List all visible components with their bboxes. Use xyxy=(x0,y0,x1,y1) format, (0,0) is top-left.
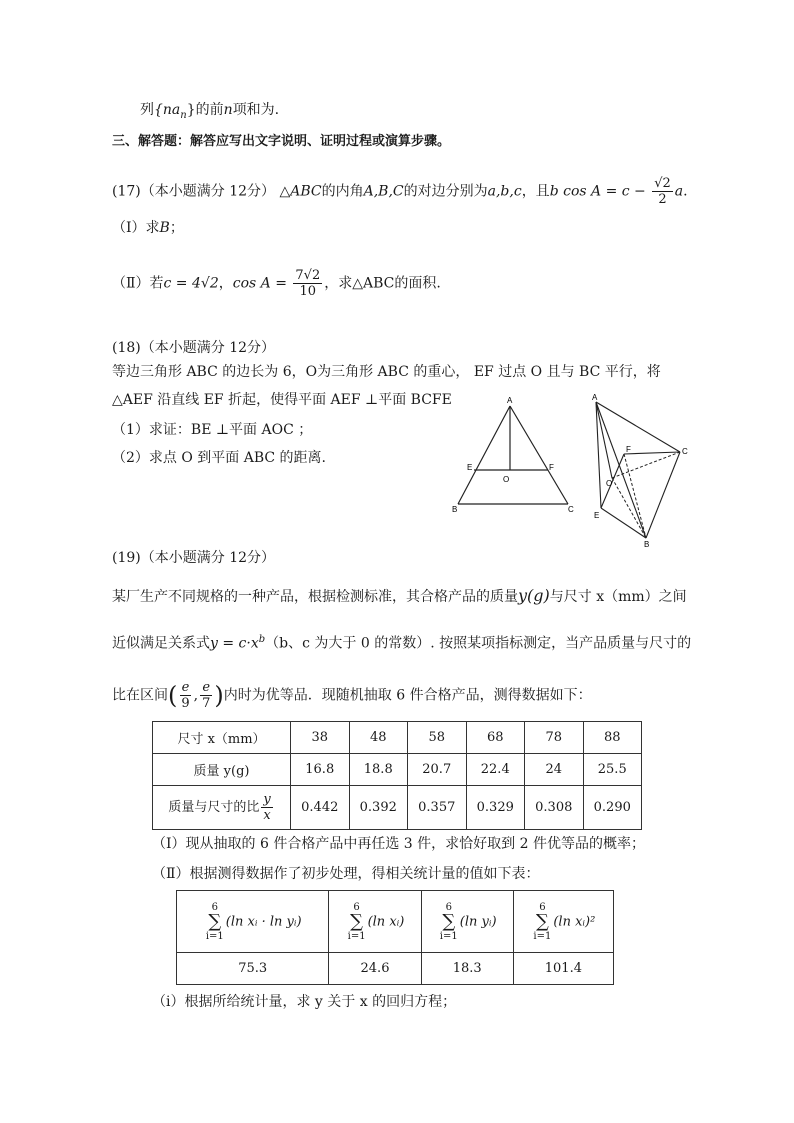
exponent: b xyxy=(258,634,266,645)
header-text: (ln yᵢ) xyxy=(459,914,497,929)
cell: 75.3 xyxy=(177,953,329,985)
figure-flat-triangle xyxy=(440,392,590,542)
q18-line1: 等边三角形 ABC 的边长为 6，O为三角形 ABC 的重心， EF 过点 O 且与 BC 平行，将 xyxy=(112,364,661,380)
numerator: √2 xyxy=(654,176,671,191)
q17-line1 xyxy=(112,176,688,207)
text: 的前 xyxy=(195,102,224,118)
sum-symbol: 6 ∑ i=1 xyxy=(439,901,458,942)
sum-bottom: i=1 xyxy=(205,930,224,942)
text: 的对边分别为 xyxy=(403,183,488,200)
q17-head: (17)（本小题满分 12分） xyxy=(112,183,276,200)
table-row xyxy=(177,891,614,953)
row-label xyxy=(153,786,291,830)
text: ，求△ABC的面积. xyxy=(324,275,441,292)
label-C: C xyxy=(568,505,574,514)
denominator: x xyxy=(263,808,271,823)
sum-top: 6 xyxy=(445,901,452,913)
cell: 0.290 xyxy=(583,786,642,830)
triangle: △ABC xyxy=(279,183,322,200)
cell: 38 xyxy=(291,722,350,754)
label-A: A xyxy=(507,396,513,405)
header-text: (ln xᵢ · ln yᵢ) xyxy=(225,914,302,929)
q19-part1: （Ⅰ）现从抽取的 6 件合格产品中再任选 3 件，求恰好取到 2 件优等品的概率； xyxy=(152,836,645,852)
mass-var: y(g) xyxy=(518,586,550,605)
data-table xyxy=(152,721,642,830)
sum-top: 6 xyxy=(353,901,360,913)
text: 近似满足关系式 xyxy=(112,635,210,652)
section-heading: 三、解答题：解答应写出文字说明、证明过程或演算步骤。 xyxy=(112,134,451,149)
numerator: e xyxy=(181,680,190,695)
cell: 18.8 xyxy=(349,754,408,786)
sum-symbol: 6 ∑ i=1 xyxy=(533,901,552,942)
var-n: n xyxy=(223,102,233,118)
var-a: a xyxy=(674,183,684,200)
sum-symbol: 6 ∑ i=1 xyxy=(347,901,366,942)
text: ； xyxy=(169,220,184,236)
figure-folded-pyramid xyxy=(586,390,696,548)
cell: 18.3 xyxy=(421,953,513,985)
cell: 58 xyxy=(408,722,467,754)
text: （Ⅰ）求 xyxy=(112,220,160,236)
cell: 20.7 xyxy=(408,754,467,786)
header-cell xyxy=(513,891,613,953)
label-C: C xyxy=(682,447,688,456)
text: 某厂生产不同规格的一种产品，根据检测标准，其合格产品的质量 xyxy=(112,589,518,605)
cell: 68 xyxy=(466,722,525,754)
q19-line3: 比在区间( $\frac{e}{9}$ , $\frac{e}{7}$ )内时为优等品．现随机抽取 6 件合格产品，测得数据如下： xyxy=(112,680,592,711)
numerator: y xyxy=(263,792,271,807)
q17-part2 xyxy=(112,268,441,299)
q19-part2: （Ⅱ）根据测得数据作了初步处理，得相关统计量的值如下表： xyxy=(152,866,540,882)
text: 内时为优等品．现随机抽取 6 件合格产品，测得数据如下： xyxy=(223,687,592,704)
fraction xyxy=(179,680,191,711)
sum-top: 6 xyxy=(539,901,546,913)
equation: b cos A = c − xyxy=(549,183,646,200)
sum-bottom: i=1 xyxy=(439,930,458,942)
table-row xyxy=(153,786,642,830)
edge-BC xyxy=(646,452,680,538)
angles: A,B,C xyxy=(363,183,404,200)
cell: 24.6 xyxy=(329,953,421,985)
q19-line2 xyxy=(112,630,691,654)
label-E: E xyxy=(467,463,473,472)
formula: y = c·x xyxy=(210,635,259,652)
label-O: O xyxy=(503,475,510,484)
cell: 0.357 xyxy=(408,786,467,830)
text: ， xyxy=(218,275,233,292)
label-F: F xyxy=(549,463,554,472)
fraction xyxy=(200,680,212,711)
sum-symbol: 6 ∑ i=1 xyxy=(205,901,224,942)
sum-bottom: i=1 xyxy=(347,930,366,942)
cell: 0.329 xyxy=(466,786,525,830)
cos-eq: cos A = xyxy=(232,275,287,292)
edge-AB xyxy=(458,406,510,504)
stats-table xyxy=(176,890,614,985)
header-cell xyxy=(421,891,513,953)
cell: 88 xyxy=(583,722,642,754)
edge-AB xyxy=(596,402,646,538)
cell: 25.5 xyxy=(583,754,642,786)
edge-EF xyxy=(601,454,624,508)
row-label: 尺寸 x（mm） xyxy=(153,722,291,754)
subscript: n xyxy=(180,109,187,121)
edge-AC xyxy=(596,402,680,452)
sides: a,b,c xyxy=(487,183,522,200)
table-row xyxy=(177,953,614,985)
seq-sum-line xyxy=(140,100,279,126)
header-cell xyxy=(329,891,421,953)
fraction xyxy=(293,268,322,299)
cell: 24 xyxy=(525,754,584,786)
cell: 16.8 xyxy=(291,754,350,786)
text: （b、c 为大于 0 的常数）. 按照某项指标测定，当产品质量与尺寸的 xyxy=(265,635,692,652)
q17-part1 xyxy=(112,218,184,238)
seq-notation: {na xyxy=(154,102,181,118)
text: 列 xyxy=(140,102,154,118)
header-cell xyxy=(177,891,329,953)
label-A: A xyxy=(592,393,598,402)
brace: } xyxy=(186,102,196,118)
cell: 0.392 xyxy=(349,786,408,830)
row-label: 质量 y(g) xyxy=(153,754,291,786)
sum-top: 6 xyxy=(211,901,218,913)
q19-part3: （ⅰ）根据所给统计量，求 y 关于 x 的回归方程； xyxy=(152,994,457,1010)
header-text: (ln xᵢ)² xyxy=(553,914,596,929)
edge-AE xyxy=(596,402,601,508)
text: 比在区间 xyxy=(112,687,168,704)
label-E: E xyxy=(594,511,600,520)
numerator: 7√2 xyxy=(295,268,321,283)
label-O: O xyxy=(606,479,613,488)
text: ，且 xyxy=(521,183,550,200)
fraction xyxy=(261,792,272,823)
numerator: e xyxy=(202,680,211,695)
cell: 0.308 xyxy=(525,786,584,830)
table-row xyxy=(153,722,642,754)
edge-FC xyxy=(624,452,680,454)
q18-part1: （1）求证：BE ⊥平面 AOC ； xyxy=(112,422,313,438)
cell: 101.4 xyxy=(513,953,613,985)
q18-head: (18)（本小题满分 12分） xyxy=(112,340,276,356)
denominator: 7 xyxy=(202,696,211,711)
edge-AC xyxy=(510,406,568,504)
text: 项和为. xyxy=(232,102,280,118)
denominator: 9 xyxy=(181,696,190,711)
q19-head: (19)（本小题满分 12分） xyxy=(112,550,276,566)
label-B: B xyxy=(644,540,650,548)
denominator: 2 xyxy=(658,192,667,207)
text: 与尺寸 x（mm）之间 xyxy=(549,589,687,605)
text: （Ⅱ）若 xyxy=(112,275,164,292)
sum-bottom: i=1 xyxy=(533,930,552,942)
text: 的内角 xyxy=(321,183,364,200)
q19-line1 xyxy=(112,586,687,607)
table-row xyxy=(153,754,642,786)
cell: 48 xyxy=(349,722,408,754)
cell: 0.442 xyxy=(291,786,350,830)
fraction xyxy=(652,176,673,207)
period: . xyxy=(683,183,688,200)
var-b: B xyxy=(159,220,170,236)
c-value: c = 4√2 xyxy=(163,275,219,292)
edge-OB xyxy=(612,478,646,538)
q18-part2: （2）求点 O 到平面 ABC 的距离. xyxy=(112,450,327,466)
q18-line2: △AEF 沿直线 EF 折起，使得平面 AEF ⊥平面 BCFE xyxy=(112,392,452,408)
label-F: F xyxy=(626,445,631,454)
denominator: 10 xyxy=(299,284,317,299)
cell: 78 xyxy=(525,722,584,754)
header-text: (ln xᵢ) xyxy=(367,914,405,929)
label-B: B xyxy=(452,505,458,514)
edge-OC xyxy=(612,452,680,478)
cell: 22.4 xyxy=(466,754,525,786)
label-text: 质量与尺寸的比 xyxy=(168,800,260,815)
